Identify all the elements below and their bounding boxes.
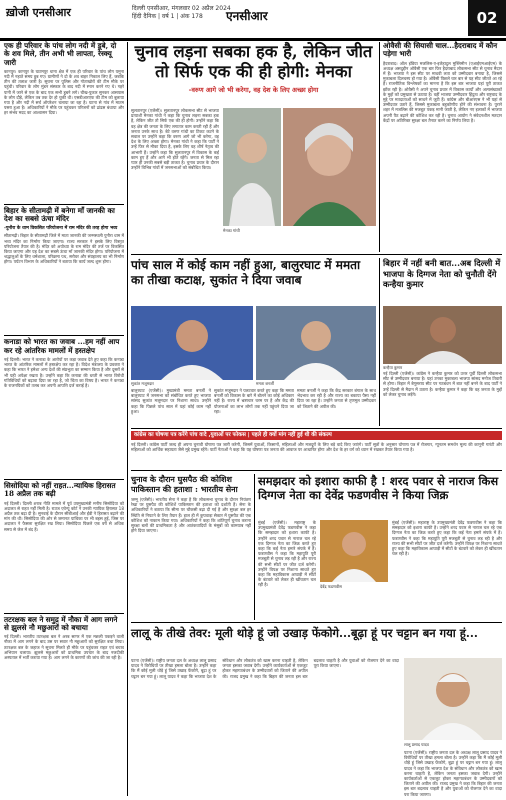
bihar-headline: बिहार में नहीं बनी बात...अब दिल्ली में भाजपा के दिग्गज नेता को चुनौती देंगे कन्हैया कुमार [383, 258, 501, 289]
pawar-body-col1: मुंबई (एजेंसी)। महाराष्ट्र के उपमुख्यमंत्री देवेंद्र फडणवीस ने कहा कि समझदार को इशारा काफी है। उन्होंने शरद पवार से नाराज चल रहे एक दिग्गज नेता का जिक्र करते हुए कहा कि कई नेता हमारे संपर्क में हैं। फडणवीस ने कहा कि महायुति पूरी मजबूती से चुनाव लड़ रही है और राज्य की सभी सीटों पर जीत दर्ज करेगी। उन्होंने विपक्ष पर निशाना साधते हुए कहा कि महाविकास आघाड़ी में सीटों के बंटवारे को लेकर ही खींचतान चल रही है। [258, 520, 316, 588]
column-rule [127, 42, 128, 796]
story-janaki-body: सीतामढ़ी। बिहार के सीतामढ़ी जिले में माता जानकी की जन्मस्थली पुनौरा धाम में भव्य मंदिर का निर्माण किया जाएगा। राज्य सरकार ने इसके लिए विस्तृत परियोजना तैयार की है। मंदिर को अयोध्या के राम मंदिर की तर्ज पर विकसित किया जाएगा और यह देश का सबसे ऊंचा माँ जानकी मंदिर होगा। परियोजना में श्रद्धालुओं के लिए धर्मशाला, परिक्रमा पथ, सरोवर और संग्रहालय का भी निर्माण होगा। पर्यटन विभाग के अधिकारियों ने बताया कि कार्य जल्द शुरू होगा। [4, 233, 124, 265]
lalu-caption: लालू प्रसाद यादव [404, 742, 429, 747]
portrait-image [383, 306, 502, 364]
column-rule [379, 42, 380, 252]
pawar-headline: समझदार को इशारा काफी है ! शरद पवार से नाराज किस दिग्गज नेता का देवेंद्र फडणवीस ने किया जिक्र [258, 474, 499, 502]
lalu-story [131, 626, 502, 640]
divider [4, 613, 124, 614]
lalu-headline: लालू के तीखे तेवर: मूली थोड़े हूं जो उखाड़ फेंकोगे...बूढ़ा हूं पर चट्टान बन गया हूं... [131, 626, 478, 640]
pawar-body-col2: मुंबई (एजेंसी)। महाराष्ट्र के उपमुख्यमंत्री देवेंद्र फडणवीस ने कहा कि समझदार को इशारा काफी है। उन्होंने शरद पवार से नाराज चल रहे एक दिग्गज नेता का जिक्र करते हुए कहा कि कई नेता हमारे संपर्क में हैं। फडणवीस ने कहा कि महायुति पूरी मजबूती से चुनाव लड़ रही है और राज्य की सभी सीटों पर जीत दर्ज करेगी। उन्होंने विपक्ष पर निशाना साधते हुए कहा कि महाविकास आघाड़ी में सीटों के बंटवारे को लेकर ही खींचतान चल रही है। [392, 520, 502, 557]
edition-info [132, 5, 231, 21]
bengal-photo-left [131, 306, 253, 380]
bengal-caption-right: ममता बनर्जी [256, 381, 274, 386]
column-rule [379, 258, 380, 426]
owaisi-headline: ओवैसी की सियासी चाल...हैदराबाद में कौन पड़ेगा भारी [383, 41, 498, 59]
divider [4, 204, 124, 205]
story-canada-headline: कनाडा को भारत का जवाब ...हम नहीं आप कर रहे आंतरिक मामलों में हस्तक्षेप [4, 337, 120, 355]
bengal-headline: पांच साल में कोई काम नहीं हुआ, बालुरघाट में ममता का तीखा कटाक्ष, सुकांत ने दिया जवाब [131, 258, 361, 287]
border-story [131, 474, 251, 605]
bihar-caption: कन्हैया कुमार [383, 365, 403, 370]
bihar-photo [383, 306, 502, 364]
lead-body-col1: सुलतानपुर (एजेंसी)। सुलतानपुर लोकसभा सीट से भाजपा प्रत्याशी मेनका गांधी ने कहा कि चुनाव लड़ना सबका हक है, लेकिन जीत तो सिर्फ एक की ही होगी। उन्होंने कहा कि वह क्षेत्र की जनता के लिए लगातार काम करती रही हैं और जनता उनके साथ है। बेटे वरुण गांधी का टिकट कटने के सवाल पर उन्होंने कहा कि वरुण आगे जो भी करेगा, वह देश के लिए अच्छा होगा। मेनका गांधी ने कहा कि पार्टी ने उन्हें फिर से मौका दिया है, इसके लिए वह शीर्ष नेतृत्व की आभारी हैं। उन्होंने कहा कि सुलतानपुर में विकास के कई काम हुए हैं और आगे भी होते रहेंगे। जनता से मिल रहा प्यार ही उनकी सबसे बड़ी ताकत है। चुनाव प्रचार के दौरान उन्होंने विभिन्न गांवों में जनसभाओं को संबोधित किया। [131, 108, 219, 171]
column-rule [254, 474, 255, 620]
lead-subhead: -वरुण आगे जो भी करेगा, वह देश के लिए अच्छा होगा [188, 86, 319, 94]
lead-photo-left [223, 108, 281, 226]
pawar-story [258, 474, 502, 502]
row-rule [131, 470, 502, 471]
story-sisodia-body: नई दिल्ली। दिल्ली शराब नीति मामले में पूर्व उपमुख्यमंत्री मनीष सिसोदिया को अदालत से राहत नहीं मिली है। राउज एवेन्यू कोर्ट ने उनकी न्यायिक हिरासत 18 अप्रैल तक बढ़ा दी है। सुनवाई के दौरान सीबीआई और ईडी ने हिरासत बढ़ाने की मांग की थी। सिसोदिया की ओर से जमानत याचिका पर भी बहस हुई, जिस पर अदालत ने फैसला सुरक्षित रख लिया। सिसोदिया पिछले एक वर्ष से अधिक समय से जेल में बंद हैं। [4, 500, 124, 532]
portrait-image [320, 520, 388, 582]
lead-photo-caption: मेनका गांधी [223, 228, 240, 233]
page-number: 02 [468, 0, 506, 36]
edition-date: दिल्ली एनसीआर, मंगलवार 02 अप्रैल 2024 [132, 5, 231, 12]
bengal-body-col2: सुकांत मजूमदार ने पलटवार करते हुए कहा कि ममता बनर्जी को विकास के बारे में बोलने का कोई अधिकार नहीं है। राज्य में भ्रष्टाचार चरम पर है और केंद्र की योजनाओं का लाभ लोगों तक नहीं पहुंचने दिया जा रहा। [214, 388, 294, 414]
bengal-story [131, 258, 376, 287]
bihar-story [383, 258, 502, 290]
border-headline: चुनाव के दौरान घुसपैठ की कोशिश पाकिस्तान की हताशा : भारतीय सेना [131, 474, 238, 494]
bengal-body-col1: बालुरघाट (एजेंसी)। मुख्यमंत्री ममता बनर्जी ने बालुरघाट में जनसभा को संबोधित करते हुए भाजपा सांसद सुकांत मजूमदार पर निशाना साधा। उन्होंने कहा कि पिछले पांच साल में यहां कोई काम नहीं हुआ। [131, 388, 211, 414]
pawar-photo [320, 520, 388, 582]
section-title: एनसीआर [226, 9, 268, 23]
edition-issue: हिंदी दैनिक | वर्ष 1 | अंक 178 [132, 13, 203, 20]
right-column [383, 42, 502, 251]
portrait-image [223, 108, 281, 226]
strip-body: नई दिल्ली। कांग्रेस पार्टी जल्द ही अपना चुनावी घोषणा पत्र जारी करेगी, जिसमें युवाओं, किसानों, महिलाओं और मजदूरों के लिए बड़े वादे किए जाएंगे। पार्टी सूत्रों के अनुसार घोषणा पत्र में रोजगार, न्यूनतम समर्थन मूल्य की कानूनी गारंटी और महिलाओं को आर्थिक सहायता जैसे मुद्दे प्रमुख रहेंगे। पार्टी नेताओं ने कहा कि यह घोषणा पत्र जनता की आवाज पर आधारित होगा और देश के हर वर्ग को ध्यान में रखकर तैयार किया गया है। [131, 442, 502, 453]
portrait-image [256, 306, 376, 380]
divider [4, 479, 124, 480]
story-drowning-body: कानपुर। कानपुर के घाटमपुर थाना क्षेत्र में एक ही परिवार के पांच लोग यमुना नदी में नहाते समय डूब गए। ग्रामीणों ने दो के शव बाहर निकाल लिए हैं, जबकि तीन की तलाश जारी है। सूचना पर पुलिस और गोताखोरों की टीम मौके पर पहुंची। परिवार के लोग मुंडन संस्कार के बाद नदी में स्नान करने गए थे। गहरे पानी में जाने से एक के बाद एक सभी डूबने लगे। चीख-पुकार सुनकर आसपास के लोग दौड़े, लेकिन तब तक देर हो चुकी थी। एसडीआरएफ की टीम को बुलाया गया है और नदी में सर्च ऑपरेशन चलाया जा रहा है। घटना से गांव में मातम पसरा हुआ है। अधिकारियों ने मौके पर पहुंचकर परिजनों को ढांढस बंधाया और हर संभव मदद का आश्वासन दिया। [4, 68, 124, 116]
lead-story [131, 42, 376, 94]
story-janaki-headline: बिहार के सीतामढ़ी में बनेगा माँ जानकी का देश का सबसे ऊंचा मंदिर [4, 205, 115, 224]
lalu-photo [404, 658, 502, 740]
strip-headline: कांग्रेस का घोषणा पत्र करेंगे पांच वादे ,युवाओं पर फोकस | पहले ही क्यों मांग नहीं हुई थी की संकल्प [131, 431, 502, 440]
portrait-image [404, 658, 502, 740]
story-janaki-subhead: -पुनौरा के धाम विकसित परियोजना में राम मंदिर की तरह होगा भव्य [4, 226, 118, 232]
row-rule [131, 622, 502, 623]
lalu-body: पटना (एजेंसी)। राष्ट्रीय जनता दल के अध्यक्ष लालू प्रसाद यादव ने विरोधियों पर तीखा हमला बोला है। उन्होंने कहा कि मैं कोई मूली थोड़े हूं जिसे उखाड़ फेंकोगे, बूढ़ा हूं पर चट्टान बन गया हूं। लालू यादव ने कहा कि भाजपा देश के संविधान और लोकतंत्र को खत्म करना चाहती है, लेकिन जनता इसका जवाब देगी। उन्होंने कार्यकर्ताओं से एकजुट होकर महागठबंधन के उम्मीदवारों को जिताने की अपील की। राजद प्रमुख ने कहा कि बिहार की जनता इस बार बदलाव चाहती है और युवाओं को रोजगार देने का वादा पूरा किया जाएगा। [131, 658, 399, 679]
row-rule [131, 428, 502, 429]
story-drowning-headline: एक ही परिवार के पांच लोग नदी में डूबे, दो के शव मिले, तीन अभी भी लापता, रेस्क्यू जारी [4, 41, 117, 67]
story-sisodia-headline: सिसोदिया को नहीं राहत...न्यायिक हिरासत 18 अप्रैल तक बढ़ी [4, 480, 116, 499]
pawar-caption: देवेंद्र फडणवीस [320, 584, 342, 589]
row-rule [131, 254, 502, 255]
story-coastguard-body: नई दिल्ली। भारतीय तटरक्षक बल ने अरब सागर में एक मछली पकड़ने वाली नौका में आग लगने के बाद उस पर सवार नौ मछुआरों को सुरक्षित बचा लिया। तटरक्षक बल के जहाज ने सूचना मिलते ही मौके पर पहुंचकर राहत एवं बचाव अभियान चलाया। झुलसे मछुआरों को प्राथमिक उपचार के बाद नजदीकी अस्पताल में भर्ती कराया गया है। आग लगने के कारणों की जांच की जा रही है। [4, 634, 124, 660]
bihar-body: नई दिल्ली (एजेंसी)। कांग्रेस ने कन्हैया कुमार को उत्तर पूर्वी दिल्ली लोकसभा सीट से उम्मीदवार बनाया है। यहां उनका मुकाबला भाजपा सांसद मनोज तिवारी से होगा। बिहार में बेगूसराय सीट पर गठबंधन में बात नहीं बनने के बाद पार्टी ने उन्हें दिल्ली से मैदान में उतारा है। कन्हैया कुमार ने कहा कि वह जनता के मुद्दों को लेकर चुनाव लड़ेंगे। [383, 371, 502, 397]
masthead [0, 0, 506, 41]
bengal-body-col3: ममता बनर्जी ने कहा कि केंद्र सरकार बंगाल के साथ भेदभाव कर रही है और राज्य का बकाया पैसा नहीं दिया जा रहा है। उन्होंने जनता से तृणमूल उम्मीदवार को जिताने की अपील की। [297, 388, 376, 409]
story-coastguard-headline: तटरक्षक बल ने समुद्र में नौका में आग लगने से झुलसे नौ मछुआरों को बचाया [4, 614, 118, 632]
border-body: जम्मू (एजेंसी)। भारतीय सेना ने कहा है कि लोकसभा चुनाव के दौरान नियंत्रण रेखा पर घुसपैठ की कोशिशें पाकिस्तान की हताशा को दर्शाती हैं। सेना के अधिकारियों ने बताया कि सीमा पर चौकसी बढ़ा दी गई है और सुरक्षा बल हर स्थिति से निपटने के लिए तैयार हैं। हाल ही में कुपवाड़ा सेक्टर में घुसपैठ की एक कोशिश को नाकाम किया गया। अधिकारियों ने कहा कि शांतिपूर्ण चुनाव कराना सुरक्षा बलों की प्राथमिकता है और आतंकवादियों के मंसूबों को कामयाब नहीं होने दिया जाएगा। [131, 497, 251, 534]
bengal-photo-right [256, 306, 376, 380]
newspaper-brand: ख़ोजी एनसीआर [6, 6, 71, 19]
portrait-image [283, 108, 376, 226]
portrait-image [131, 306, 253, 380]
lalu-body-cont: पटना (एजेंसी)। राष्ट्रीय जनता दल के अध्यक्ष लालू प्रसाद यादव ने विरोधियों पर तीखा हमला बोला है। उन्होंने कहा कि मैं कोई मूली थोड़े हूं जिसे उखाड़ फेंकोगे, बूढ़ा हूं पर चट्टान बन गया हूं। लालू यादव ने कहा कि भाजपा देश के संविधान और लोकतंत्र को खत्म करना चाहती है, लेकिन जनता इसका जवाब देगी। उन्होंने कार्यकर्ताओं से एकजुट होकर महागठबंधन के उम्मीदवारों को जिताने की अपील की। राजद प्रमुख ने कहा कि बिहार की जनता इस बार बदलाव चाहती है और युवाओं को रोजगार देने का वादा पूरा किया जाएगा। [404, 750, 502, 796]
story-canada-body: नई दिल्ली। भारत ने कनाडा के आरोपों पर कड़ा जवाब देते हुए कहा कि कनाडा भारत के आंतरिक मामलों में हस्तक्षेप कर रहा है। विदेश मंत्रालय के प्रवक्ता ने कहा कि भारत ने हमेशा अन्य देशों की संप्रभुता का सम्मान किया है और दूसरों से भी यही अपेक्षा रखता है। उन्होंने कहा कि कनाडा की धरती से भारत विरोधी गतिविधियों को बढ़ावा दिया जा रहा है, जो चिंता का विषय है। भारत ने कनाडा के राजनयिकों को तलब कर अपनी आपत्ति दर्ज कराई है। [4, 356, 124, 388]
bengal-caption-left: सुकांत मजूमदार [131, 381, 154, 386]
left-column [4, 42, 124, 720]
lead-photo-right [283, 108, 376, 226]
owaisi-body: हैदराबाद। ऑल इंडिया मजलिस-ए-इत्तेहादुल मुस्लिमीन (एआईएमआईएम) के अध्यक्ष असदुद्दीन ओवैसी एक बार फिर हैदराबाद लोकसभा सीट से चुनाव मैदान में हैं। भाजपा ने इस सीट पर माधवी लता को उम्मीदवार बनाया है, जिससे मुकाबला दिलचस्प हो गया है। ओवैसी पिछले चार बार से यह सीट जीतते आ रहे हैं। राजनीतिक विश्लेषकों का मानना है कि इस बार भाजपा यहां पूरी ताकत झोंक रही है। ओवैसी ने अपने चुनाव प्रचार में विकास कार्यों और अल्पसंख्यकों के मुद्दों को प्रमुखता से उठाया है। वहीं भाजपा उम्मीदवार हिंदुत्व और राष्ट्रवाद के मुद्दे पर मतदाताओं को साधने में जुटी हैं। कांग्रेस और बीआरएस ने भी यहां से उम्मीदवार उतारे हैं, जिससे मुकाबला बहुकोणीय होने की संभावना है। पुराने शहर में मजलिस की मजबूत पकड़ मानी जाती है, लेकिन नए इलाकों में भाजपा अपनी पैठ बढ़ाने की कोशिश कर रही है। चुनाव आयोग ने संवेदनशील मतदान केंद्रों पर अतिरिक्त सुरक्षा बल तैनात करने का निर्णय लिया है। [383, 60, 502, 123]
divider [4, 335, 124, 336]
lead-headline: चुनाव लड़ना सबका हक है, लेकिन जीत तो सिर्फ एक की ही होगी: मेनका [134, 42, 373, 81]
